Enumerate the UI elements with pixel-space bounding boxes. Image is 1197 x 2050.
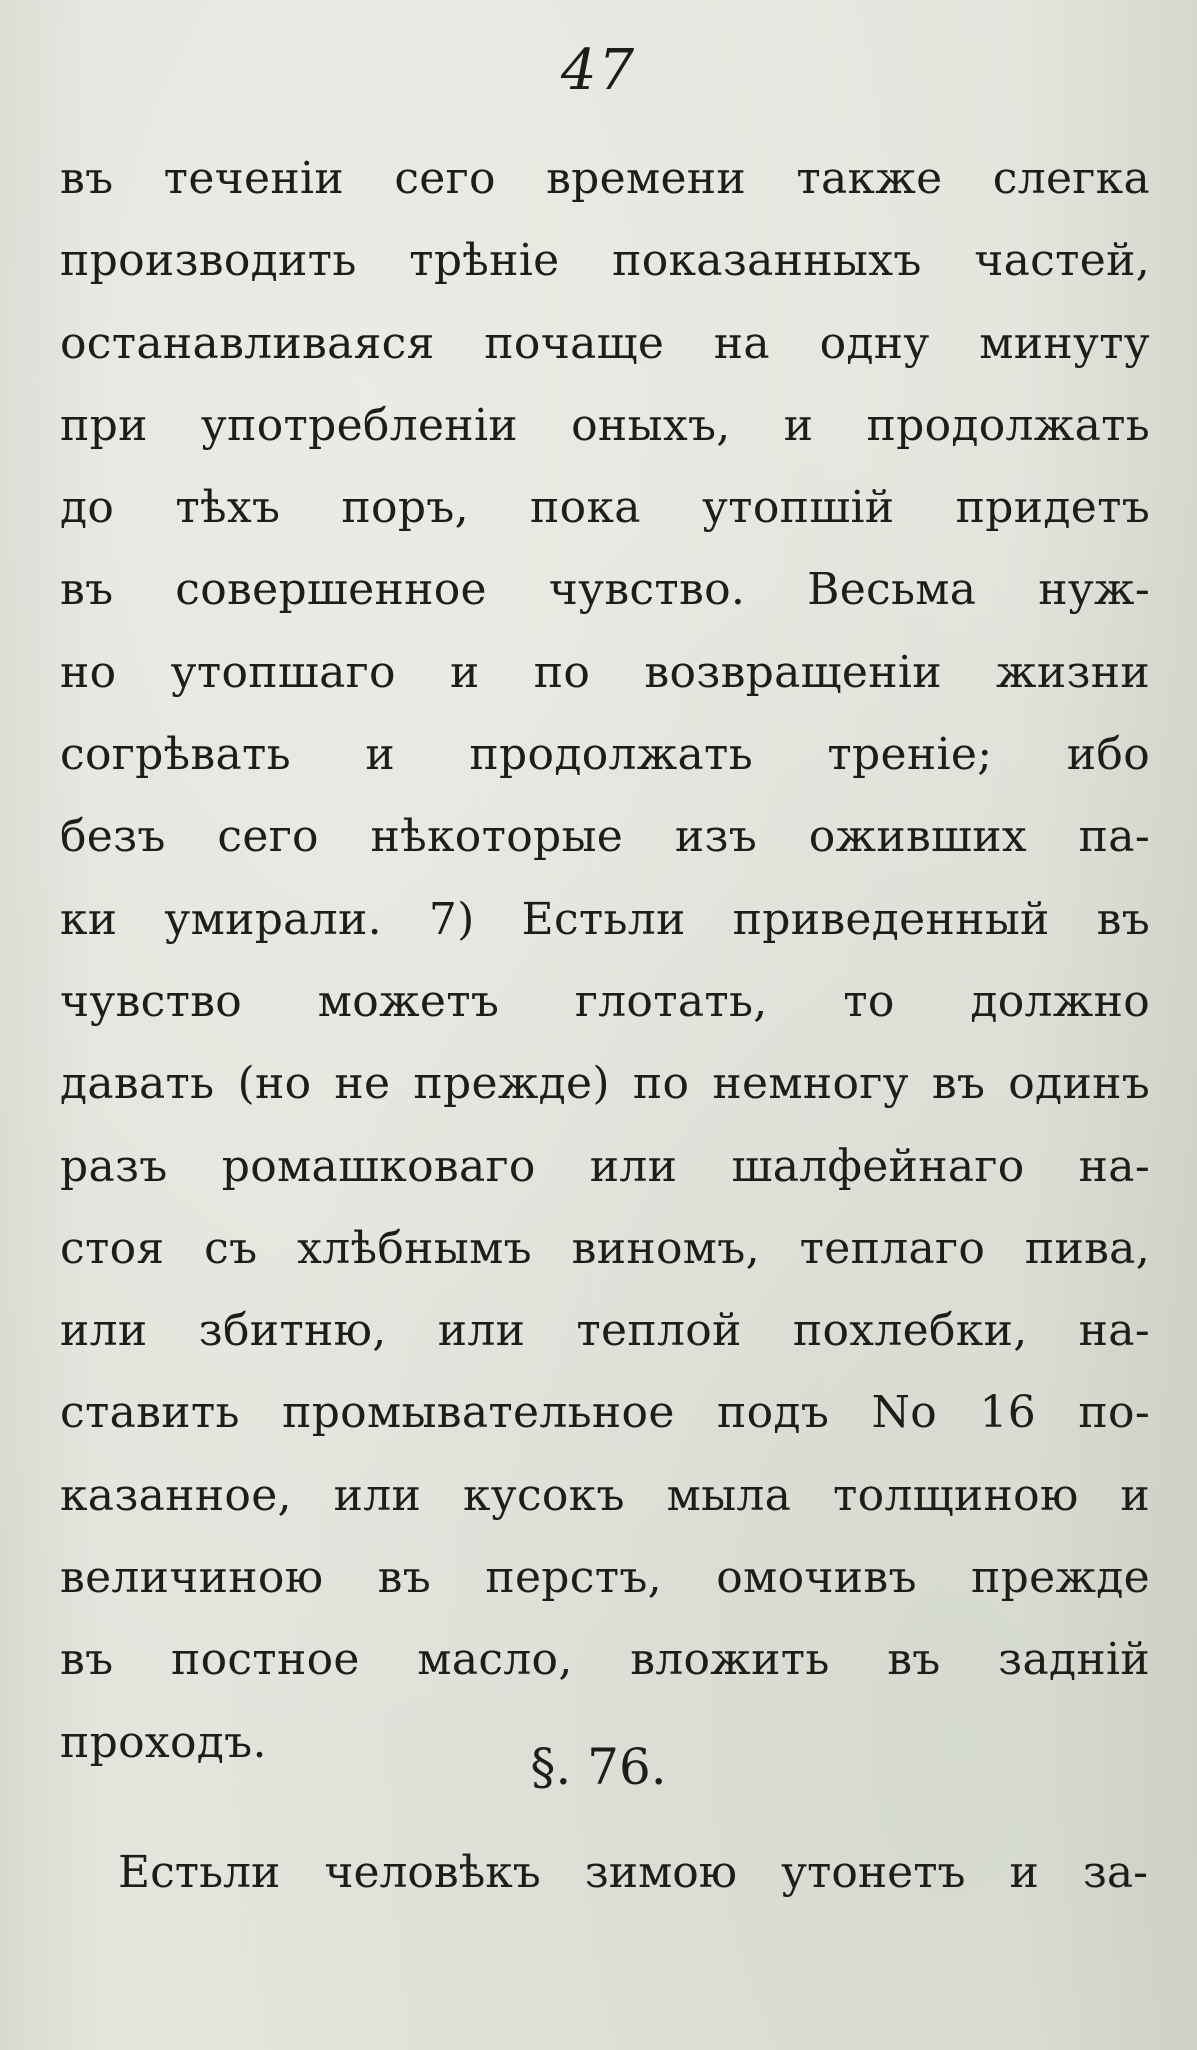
text-line: ки умирали. 7) Естьли приведенный въ — [60, 893, 1150, 945]
text-line: согрѣвать и продолжать треніе; ибо — [60, 729, 1150, 781]
text-line: до тѣхъ поръ, пока утопшій придетъ — [60, 482, 1150, 534]
text-line: или збитню, или теплой похлебки, на- — [60, 1305, 1150, 1357]
text-line: разъ ромашковаго или шалфейнаго на- — [60, 1140, 1150, 1192]
section-heading: §. 76. — [530, 1738, 667, 1796]
text-line: въ теченіи сего времени также слегка — [60, 153, 1150, 204]
text-line: при употребленіи оныхъ, и продолжать — [60, 399, 1150, 451]
text-line: проходъ. — [60, 1716, 267, 1768]
text-line: казанное, или кусокъ мыла толщиною и — [60, 1469, 1150, 1521]
text-line: но утопшаго и по возвращеніи жизни — [60, 646, 1150, 698]
text-line: стоя съ хлѣбнымъ виномъ, теплаго пива, — [60, 1222, 1150, 1274]
next-paragraph-line: Естьли человѣкъ зимою утонетъ и за- — [118, 1847, 1148, 1898]
page-number: 47 — [560, 38, 637, 103]
paragraph-text — [60, 138, 1150, 1784]
text-line: останавливаяся почаще на одну минуту — [60, 317, 1150, 369]
text-line: производить трѣніе показанныхъ частей, — [60, 235, 1150, 287]
text-line: въ совершенное чувство. Весьма нуж- — [60, 564, 1150, 616]
text-line: ставить промывательное подъ No 16 по- — [60, 1387, 1150, 1439]
text-line: безъ сего нѣкоторые изъ оживших па- — [60, 811, 1150, 863]
text-line: въ постное масло, вложить въ задній — [60, 1634, 1150, 1686]
text-line: величиною въ перстъ, омочивъ прежде — [60, 1552, 1150, 1604]
text-line: чувство можетъ глотать, то должно — [60, 975, 1150, 1027]
text-line: давать (но не прежде) по немногу въ одинъ — [60, 1058, 1150, 1110]
